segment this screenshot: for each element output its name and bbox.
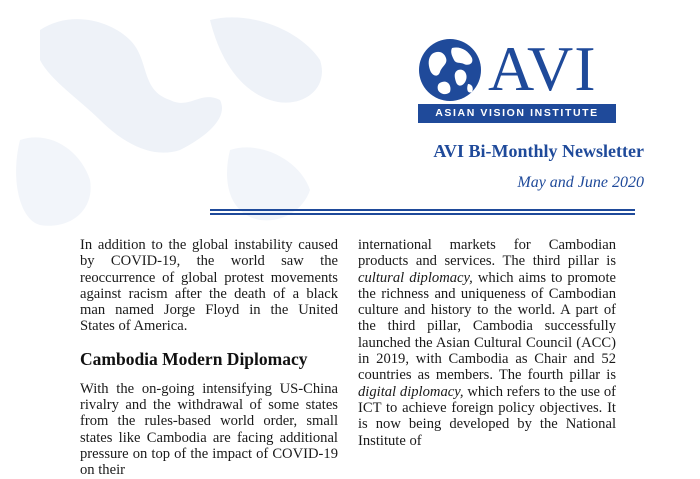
section-heading: Cambodia Modern Diplomacy xyxy=(80,348,308,369)
left-column xyxy=(80,237,338,479)
body-paragraph: With the on-going intensifying US-China rivalry and the withdrawal of some states from the rules-based world order, small states like Cambodia are facing additional pressure on top of the impact of COVID-19 on their xyxy=(80,380,338,479)
logo-wordmark: AVI xyxy=(488,33,597,104)
text-segment: which refers to the use of ICT to achieve foreign policy objectives. It is now being developed by the National Institute of xyxy=(358,383,616,449)
divider-rule-top xyxy=(210,209,635,211)
newsletter-title: AVI Bi-Monthly Newsletter xyxy=(433,141,644,161)
cultural-diplomacy-term: cultural diplomacy, xyxy=(358,269,473,286)
right-column xyxy=(358,237,616,449)
text-segment: which aims to promote the richness and uniqueness of Cambodian culture and history to the world. A part of the third pillar, Cambodia successfully launched the Asian Cultural Council (ACC) in 2019, with Cambodia as Chair and 52 countries as members. The fourth pillar is xyxy=(358,269,617,384)
intro-paragraph: In addition to the global instability caused by COVID-19, the world saw the reoccurrence of global protest movements against racism after the death of a black man named Jorge Floyd in the United States of America. xyxy=(80,237,338,335)
digital-diplomacy-term: digital diplomacy, xyxy=(358,383,464,400)
avi-logo xyxy=(418,33,618,130)
newsletter-date: May and June 2020 xyxy=(517,174,644,191)
globe-icon xyxy=(418,38,482,102)
divider-rule-bottom xyxy=(210,213,635,215)
text-segment: international markets for Cambodian products and services. The third pillar is xyxy=(358,237,616,270)
world-map-watermark xyxy=(0,0,360,240)
right-paragraph xyxy=(358,237,616,449)
logo-tagline: ASIAN VISION INSTITUTE xyxy=(418,104,616,123)
